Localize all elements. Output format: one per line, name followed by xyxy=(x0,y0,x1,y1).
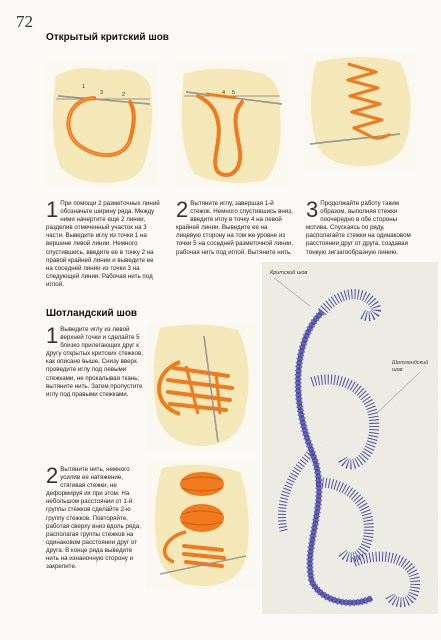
cretan-step-2 xyxy=(176,197,294,257)
point-mark-3: 3 xyxy=(100,90,104,96)
step-text: Продолжайте работу таким образом, выполняя стежки поочередно в обе стороны мотива. Спускаясь по ряду, располагайте стежки на одинаковом расстоянии друг от друга, создавая тонкую зигзагообразную линию. xyxy=(306,200,411,256)
step-text: Выведите иглу из левой верхней точки и сделайте 5 близко прилегающих друг к другу открытых критских стежков, как описано выше. Снизу вверх проведите иглу под левыми стежками, не прокалывая ткань; вытяните нить. Затем пропустите иглу под правыми стежками. xyxy=(46,326,144,398)
scottish-step-1 xyxy=(46,323,144,399)
point-mark-4: 4 xyxy=(222,90,226,96)
scottish-step1-illustration xyxy=(146,322,256,450)
step-text: При помощи 2 разметочных линий обозначьте ширину ряда. Между ними начертите еще 2 линии, разделив отмеченный участок на 3 части. Выведите иглу из точки 1 на вершине левой линии. Немного спустившись, введите ее в точку 2 на правой крайней линии и выведите ее на соседней линии из точки 3 на следующей линии. Рабочая нить под иглой. xyxy=(46,200,160,288)
step-number: 2 xyxy=(176,197,189,222)
stitch-group-1 xyxy=(180,472,224,496)
embroidered-motif-illustration xyxy=(262,262,438,614)
point-mark-5: 5 xyxy=(232,90,236,96)
section-title-cretan: Открытый критский шов xyxy=(46,32,169,43)
step-number: 2 xyxy=(46,463,59,488)
step-number: 3 xyxy=(306,197,319,222)
cretan-step2-illustration xyxy=(176,62,288,188)
stitch-group-2 xyxy=(180,504,224,532)
step-number: 1 xyxy=(46,323,59,348)
section-title-scottish: Шотландский шов xyxy=(46,308,138,319)
point-mark-2: 2 xyxy=(122,92,126,98)
scottish-step-2 xyxy=(46,463,144,571)
step-text: Вытяните нить, немного усилив ее натяжение, стягивая стежки, не деформируя их при этом. На небольшом расстоянии от 1-й группы стежков сделайте 2-ю группу стежков. Повторяйте, работая сверху вниз вдоль ряда, располагая группы стежков на одинаковом расстоянии друг от друга. В конце ряда выведите нить на изнаночную сторону и закрепите. xyxy=(46,466,141,571)
scottish-step2-illustration xyxy=(146,462,256,590)
step-text: Вытяните иглу, завершая 1-й стежок. Немного спустившись вниз, введите иглу в точку 4 на левой крайней линии. Выведите ее на лицевую сторону на том же уровне из точки 5 на соседней разметочной линии, рабочая нить под иглой. Вытяните нить. xyxy=(176,200,294,256)
label-cretan-stitch: Критский шов xyxy=(270,270,308,276)
label-scottish-stitch: Шотландский шов xyxy=(392,360,429,373)
cretan-step3-illustration xyxy=(304,54,416,170)
cretan-step1-illustration xyxy=(46,62,158,188)
cretan-step-1 xyxy=(46,197,162,289)
point-mark-1: 1 xyxy=(82,84,86,90)
cretan-step-3 xyxy=(306,197,418,257)
step-number: 1 xyxy=(46,197,59,222)
page-number: 72 xyxy=(16,12,33,31)
